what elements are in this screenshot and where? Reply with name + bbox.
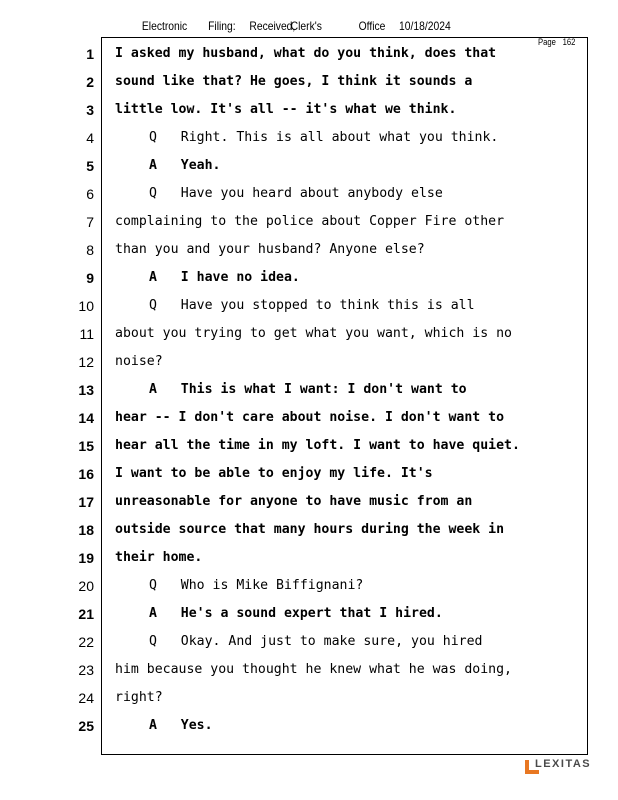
transcript-line xyxy=(0,292,618,320)
line-number: 18 xyxy=(78,522,94,538)
line-text: complaining to the police about Copper Fire other xyxy=(115,214,505,229)
line-number: 9 xyxy=(86,270,94,286)
transcript-line xyxy=(0,40,618,68)
line-text: sound like that? He goes, I think it sounds a xyxy=(115,74,473,89)
line-number: 6 xyxy=(86,186,94,202)
transcript-line xyxy=(0,712,618,740)
line-number: 21 xyxy=(78,606,94,622)
line-number: 7 xyxy=(86,214,94,230)
transcript-line xyxy=(0,376,618,404)
filing-stamp-header xyxy=(0,19,531,35)
transcript-line xyxy=(0,208,618,236)
transcript-line xyxy=(0,572,618,600)
line-text: Q Right. This is all about what you think. xyxy=(149,130,499,145)
line-number: 10 xyxy=(78,298,94,314)
line-number: 2 xyxy=(86,74,94,90)
line-text: Q Okay. And just to make sure, you hired xyxy=(149,634,483,649)
line-number: 11 xyxy=(79,326,94,342)
line-number: 25 xyxy=(78,718,94,734)
transcript-line xyxy=(0,68,618,96)
transcript-line xyxy=(0,348,618,376)
transcript-line xyxy=(0,516,618,544)
line-number: 1 xyxy=(86,46,94,62)
transcript-line xyxy=(0,180,618,208)
line-number: 24 xyxy=(78,690,94,706)
line-number: 22 xyxy=(78,634,94,650)
line-text: A I have no idea. xyxy=(149,270,300,285)
line-number: 4 xyxy=(86,130,94,146)
line-text: A He's a sound expert that I hired. xyxy=(149,606,443,621)
line-text: him because you thought he knew what he was doing, xyxy=(115,662,512,677)
header-date: 10/18/2024 xyxy=(399,19,451,33)
transcript-line xyxy=(0,404,618,432)
line-number: 12 xyxy=(78,354,94,370)
line-text: I asked my husband, what do you think, does that xyxy=(115,46,497,61)
line-number: 16 xyxy=(78,466,94,482)
header-electronic: Electronic xyxy=(141,19,188,33)
transcript-line xyxy=(0,488,618,516)
line-number: 15 xyxy=(78,438,94,454)
header-clerks: Clerk's xyxy=(290,19,322,33)
line-text: right? xyxy=(115,690,163,705)
line-text: outside source that many hours during the week in xyxy=(115,522,505,537)
line-text: hear all the time in my loft. I want to have quiet. xyxy=(115,438,520,453)
line-text: Q Have you stopped to think this is all xyxy=(149,298,475,313)
page-number-value: 162 xyxy=(562,37,576,47)
transcript-line xyxy=(0,460,618,488)
page-label-text: Page xyxy=(538,37,556,47)
transcript-line xyxy=(0,544,618,572)
line-text: Q Have you heard about anybody else xyxy=(149,186,443,201)
line-text: A Yeah. xyxy=(149,158,221,173)
lexitas-logo xyxy=(524,757,594,777)
transcript-line xyxy=(0,656,618,684)
transcript-line xyxy=(0,152,618,180)
line-text: about you trying to get what you want, which is no xyxy=(115,326,512,341)
transcript-line xyxy=(0,600,618,628)
line-text: than you and your husband? Anyone else? xyxy=(115,242,425,257)
transcript-line xyxy=(0,264,618,292)
line-text: little low. It's all -- it's what we think. xyxy=(115,102,457,117)
transcript-line xyxy=(0,684,618,712)
line-number: 13 xyxy=(78,382,94,398)
line-text: hear -- I don't care about noise. I don't want to xyxy=(115,410,505,425)
line-text: A Yes. xyxy=(149,718,213,733)
line-number: 14 xyxy=(78,410,94,426)
line-number: 3 xyxy=(86,102,94,118)
line-text: A This is what I want: I don't want to xyxy=(149,382,467,397)
line-number: 20 xyxy=(78,578,94,594)
header-received: Received, xyxy=(249,19,296,33)
transcript-line xyxy=(0,432,618,460)
line-number: 23 xyxy=(78,662,94,678)
line-text: noise? xyxy=(115,354,163,369)
line-number: 5 xyxy=(86,158,94,174)
transcript-line xyxy=(0,96,618,124)
header-filing: Filing: xyxy=(208,19,236,33)
line-text: unreasonable for anyone to have music from an xyxy=(115,494,473,509)
line-number: 19 xyxy=(78,550,94,566)
transcript-line xyxy=(0,124,618,152)
transcript-line xyxy=(0,628,618,656)
transcript-line xyxy=(0,320,618,348)
logo-text: LEXITAS xyxy=(535,758,592,770)
header-office: Office xyxy=(358,19,386,33)
line-text: Q Who is Mike Biffignani? xyxy=(149,578,364,593)
line-number: 17 xyxy=(78,494,94,510)
line-number: 8 xyxy=(86,242,94,258)
transcript-line xyxy=(0,236,618,264)
line-text: I want to be able to enjoy my life. It's xyxy=(115,466,433,481)
line-text: their home. xyxy=(115,550,203,565)
